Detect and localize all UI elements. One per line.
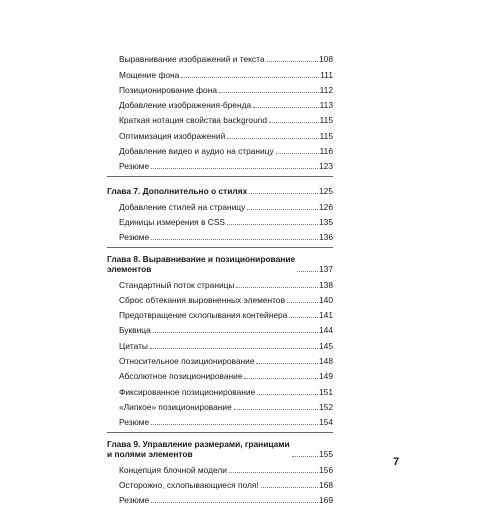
toc-entry (107, 110, 333, 125)
toc-entry (107, 366, 333, 381)
chapter-heading (107, 181, 333, 196)
dot-leader (234, 409, 318, 410)
toc-entry (107, 196, 333, 211)
toc-entry-title: Абсолютное позиционирование (119, 371, 243, 382)
toc-entry-page: 108 (319, 54, 333, 65)
toc-entry-title: Осторожно, схлопывающиеся поля! (119, 479, 259, 490)
toc-entry-title: Выравнивание изображений и текста (119, 54, 265, 65)
section-divider (107, 247, 333, 248)
toc-entry-title: Резюме (119, 495, 150, 505)
toc-entry-page: 115 (319, 115, 333, 126)
toc-entry-page: 116 (319, 146, 333, 157)
dot-leader (236, 287, 318, 288)
toc-entry-title: Буквица (119, 325, 151, 336)
dot-leader (244, 378, 318, 379)
dot-leader (261, 487, 318, 488)
toc-entry-title: Резюме (119, 161, 150, 172)
chapter-heading (107, 252, 333, 274)
toc-entry (107, 397, 333, 412)
toc-entry-title: Стандартный поток страницы (119, 279, 235, 290)
chapter-page: 125 (319, 186, 333, 197)
toc-entry (107, 156, 333, 171)
dot-leader (150, 348, 318, 349)
toc-entry-title: Позиционирование фона (119, 84, 217, 95)
dot-leader (267, 61, 319, 62)
dot-leader (153, 332, 318, 333)
toc-entry (107, 305, 333, 320)
dot-leader (229, 472, 318, 473)
toc-entry-title: Сброс обтекания выровненных элементов (119, 294, 286, 305)
dot-leader (151, 168, 318, 169)
dot-leader (287, 302, 318, 303)
toc-section-chapter-8 (107, 252, 333, 427)
dot-leader (247, 209, 318, 210)
toc-section-continued (107, 49, 333, 171)
toc-entry (107, 64, 333, 79)
toc-entry (107, 49, 333, 64)
dot-leader (289, 317, 318, 318)
toc-entry-page: 112 (319, 84, 333, 95)
toc-entry (107, 212, 333, 227)
toc-entry-page: 144 (319, 325, 333, 336)
toc-entry (107, 80, 333, 95)
toc-section-chapter-9 (107, 437, 333, 505)
toc-entry (107, 381, 333, 396)
toc-entry-title: Краткая нотация свойства background (119, 115, 268, 126)
toc-entry (107, 490, 333, 505)
page-number: 7 (393, 456, 400, 468)
toc-entry-title: Резюме (119, 232, 150, 243)
toc-entry (107, 459, 333, 474)
dot-leader (253, 107, 319, 108)
dot-leader (151, 239, 318, 240)
toc-entry (107, 351, 333, 366)
toc-entry-page: 135 (319, 216, 333, 227)
toc-entry-title: Резюме (119, 417, 150, 428)
toc-entry-page: 136 (319, 232, 333, 243)
toc-entry-page: 141 (319, 310, 333, 321)
dot-leader (257, 394, 318, 395)
chapter-page: 155 (319, 449, 333, 460)
toc-entry-title: Добавление стилей на страницу (119, 201, 246, 212)
toc-entry-title: Оптимизация изображений (119, 130, 226, 141)
toc-entry (107, 141, 333, 156)
dot-leader (276, 153, 319, 154)
chapter-title: Глава 7. Дополнительно о стилях (107, 186, 248, 197)
toc-entry (107, 320, 333, 335)
toc-entry (107, 335, 333, 350)
toc-entry-title: Относительное позиционирование (119, 356, 255, 367)
toc-entry-page: 123 (319, 161, 333, 172)
toc-entry-page: 148 (319, 356, 333, 367)
dot-leader (249, 193, 318, 194)
chapter-page: 137 (319, 264, 333, 275)
dot-leader (227, 224, 318, 225)
dot-leader (256, 363, 318, 364)
toc-entry-page: 126 (319, 201, 333, 212)
toc-entry-title: Мощение фона (119, 69, 180, 80)
dot-leader (227, 138, 318, 139)
toc-entry-title: Фиксированное позиционирование (119, 386, 256, 397)
section-divider (107, 176, 333, 177)
dot-leader (292, 456, 318, 457)
toc-section-chapter-7 (107, 181, 333, 242)
toc-entry-page: 115 (319, 130, 333, 141)
toc-entry-page: 113 (319, 100, 333, 111)
dot-leader (181, 77, 319, 78)
dot-leader (297, 271, 318, 272)
toc-entry-title: «Липкое» позиционирование (119, 401, 232, 412)
dot-leader (219, 92, 319, 93)
dot-leader (151, 502, 318, 503)
toc-entry-page: 156 (319, 464, 333, 475)
toc-entry-page: 168 (319, 479, 333, 490)
toc-entry (107, 95, 333, 110)
toc-entry-title: Цитаты (119, 340, 148, 351)
toc-entry-title: Добавление видео и аудио на страницу (119, 146, 274, 157)
toc-entry (107, 274, 333, 289)
toc-entry-page: 169 (319, 495, 333, 505)
dot-leader (151, 424, 318, 425)
table-of-contents (107, 49, 333, 505)
chapter-heading (107, 437, 333, 459)
toc-entry-title: Предотвращение схлопывания контейнера (119, 310, 288, 321)
toc-entry (107, 125, 333, 140)
chapter-title: Глава 8. Выравнивание и позиционирование элементов (107, 254, 296, 275)
toc-entry-page: 145 (319, 340, 333, 351)
toc-entry (107, 227, 333, 242)
toc-entry-page: 149 (319, 371, 333, 382)
toc-entry-page: 154 (319, 417, 333, 428)
toc-entry (107, 475, 333, 490)
toc-entry-page: 111 (320, 69, 333, 80)
section-divider (107, 432, 333, 433)
dot-leader (269, 122, 319, 123)
toc-entry-title: Концепция блочной модели (119, 464, 227, 475)
toc-entry-page: 151 (319, 386, 333, 397)
chapter-title: Глава 9. Управление размерами, границами и полями элементов (107, 439, 290, 460)
toc-entry-page: 138 (319, 279, 333, 290)
toc-entry-page: 140 (319, 294, 333, 305)
toc-entry (107, 412, 333, 427)
toc-entry-title: Единицы измерения в CSS (119, 216, 226, 227)
toc-entry-page: 152 (319, 401, 333, 412)
toc-entry-title: Добавление изображения-бренда (119, 100, 252, 111)
toc-entry (107, 290, 333, 305)
